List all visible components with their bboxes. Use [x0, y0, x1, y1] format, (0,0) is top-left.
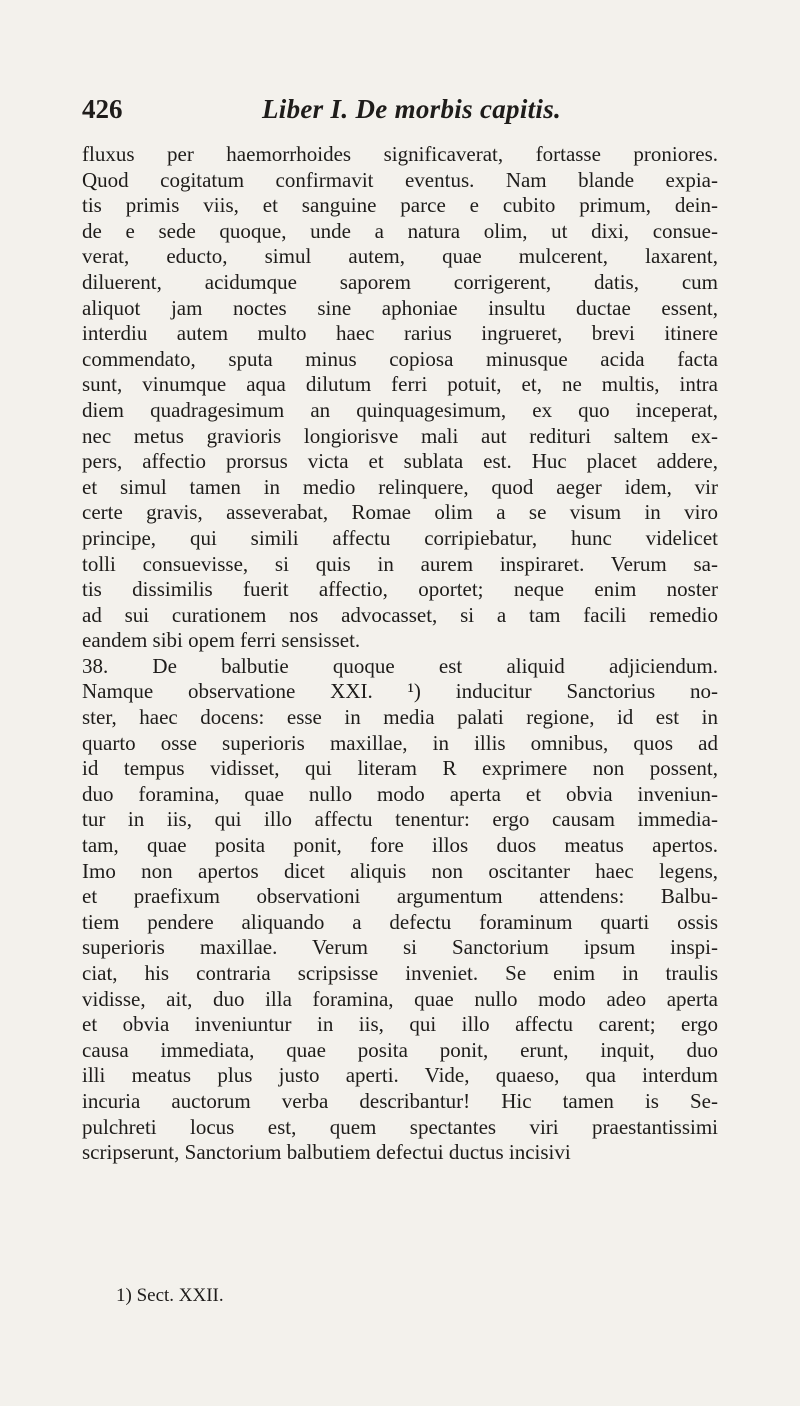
text-line: tur in iis, qui illo affectu tenentur: ergo causam immedia- [82, 807, 718, 832]
text-line: tis dissimilis fuerit affectio, oportet; neque enim noster [82, 577, 718, 602]
text-line: eandem sibi opem ferri sensisset. [82, 628, 361, 653]
body-text [82, 142, 718, 1166]
text-line: et obvia inveniuntur in iis, qui illo affectu carent; ergo [82, 1012, 718, 1037]
text-line: et simul tamen in medio relinquere, quod aeger idem, vir [82, 474, 718, 499]
text-line: tis primis viis, et sanguine parce e cubito primum, dein- [82, 193, 718, 218]
text-line: de e sede quoque, unde a natura olim, ut dixi, consue- [82, 218, 718, 243]
text-line: pers, affectio prorsus victa et sublata est. Huc placet addere, [82, 449, 718, 474]
text-line: sunt, vinumque aqua dilutum ferri potuit, et, ne multis, intra [82, 372, 718, 397]
text-line: interdiu autem multo haec rarius ingrueret, brevi itinere [82, 321, 718, 346]
text-line: Quod cogitatum confirmavit eventus. Nam blande expia- [82, 167, 718, 192]
text-line: superioris maxillae. Verum si Sanctorium ipsum inspi- [82, 935, 718, 960]
text-line: id tempus vidisset, qui literam R exprimere non possent, [82, 756, 718, 781]
footnote: 1) Sect. XXII. [116, 1285, 224, 1306]
text-line: tolli consuevisse, si quis in aurem inspiraret. Verum sa- [82, 551, 718, 576]
running-head: Liber I. De morbis capitis. [262, 94, 562, 124]
text-line: ciat, his contraria scripsisse inveniet. Se enim in traulis [82, 961, 718, 985]
text-line: ster, haec docens: esse in media palati regione, id est in [82, 705, 718, 730]
text-line: certe gravis, asseverabat, Romae olim a se visum in viro [82, 500, 718, 525]
page-number: 426 [82, 94, 123, 124]
text-line: fluxus per haemorrhoides significaverat, fortasse proniores. [82, 142, 718, 166]
text-line: scripserunt, Sanctorium balbutiem defectui ductus incisivi [82, 1140, 571, 1165]
text-line: diem quadragesimum an quinquagesimum, ex quo inceperat, [82, 397, 718, 422]
text-line: illi meatus plus justo aperti. Vide, quaeso, qua interdum [82, 1063, 718, 1088]
text-line: Imo non apertos dicet aliquis non oscitanter haec legens, [82, 858, 718, 883]
text-line: incuria auctorum verba describantur! Hic tamen is Se- [82, 1088, 718, 1113]
text-line: verat, educto, simul autem, quae mulcerent, laxarent, [82, 244, 718, 269]
text-line: tam, quae posita ponit, fore illos duos meatus apertos. [82, 833, 718, 858]
text-line: commendato, sputa minus copiosa minusque acida facta [82, 346, 718, 371]
text-line: principe, qui simili affectu corripiebatur, hunc videlicet [82, 525, 718, 550]
text-line: duo foramina, quae nullo modo aperta et obvia inveniun- [82, 781, 718, 806]
text-line: nec metus gravioris longiorisve mali aut redituri saltem ex- [82, 423, 718, 448]
text-line: et praefixum observationi argumentum attendens: Balbu- [82, 884, 718, 909]
text-line: causa immediata, quae posita ponit, erunt, inquit, duo [82, 1037, 718, 1062]
text-line: tiem pendere aliquando a defectu foraminum quarti ossis [82, 909, 718, 934]
text-line: diluerent, acidumque saporem corrigerent, datis, cum [82, 269, 718, 294]
text-line: aliquot jam noctes sine aphoniae insultu ductae essent, [82, 295, 718, 320]
text-line: Namque observatione XXI. ¹) inducitur Sanctorius no- [82, 679, 718, 704]
text-line: vidisse, ait, duo illa foramina, quae nullo modo adeo aperta [82, 986, 718, 1011]
text-line: quarto osse superioris maxillae, in illis omnibus, quos ad [82, 730, 718, 755]
text-line: pulchreti locus est, quem spectantes viri praestantissimi [82, 1114, 718, 1139]
text-line: ad sui curationem nos advocasset, si a tam facili remedio [82, 602, 718, 627]
text-line: 38. De balbutie quoque est aliquid adjiciendum. [82, 653, 718, 678]
page-header [82, 94, 722, 130]
